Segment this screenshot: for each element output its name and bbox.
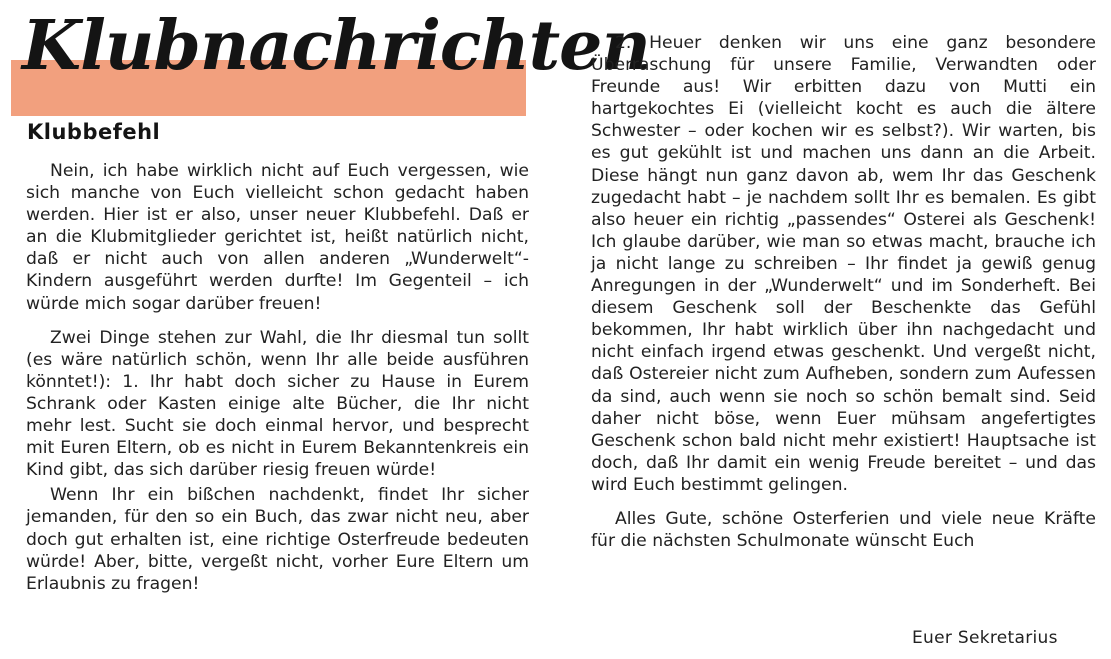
paragraph-closing: Alles Gute, schöne Osterferien und viele neue Kräfte für die nächsten Schulmonate wünscht Euch xyxy=(591,508,1096,552)
paragraph-easter-egg: 2. Heuer denken wir uns eine ganz besondere Überraschung für unsere Familie, Verwandten oder Freunde aus! Wir erbitten dazu von Mutti ein hartgekochtes Ei (vielleicht kocht es auch die ältere Schwester – oder kochen wir es selbst?). Wir warten, bis es gut gekühlt ist und machen uns dann an die Arbeit. Diese hängt nun ganz davon ab, wem Ihr das Geschenk zugedacht habt – je nachdem sollt Ihr es bemalen. Es gibt also heuer ein richtig „passendes“ Osterei als Geschenk! Ich glaube darüber, wie man so etwas macht, brauche ich ja nicht lange zu schreiben – Ihr findet ja gewiß genug Anregungen in der „Wunderwelt“ und im Sonderheft. Bei diesem Geschenk soll der Beschenkte das Gefühl bekommen, Ihr habt wirklich über ihn nachgedacht und nicht einfach irgend etwas geschenkt. Und vergeßt nicht, daß Ostereier nicht zum Aufheben, sondern zum Aufessen da sind, auch wenn sie noch so schön bemalt sind. Seid daher nicht böse, wenn Euer mühsam angefertigtes Geschenk schon bald nicht mehr existiert! Hauptsache ist doch, daß Ihr damit ein wenig Freude bereitet – und das wird Euch bestimmt gelingen. xyxy=(591,33,1096,495)
klubnachrichten-logo: Klubnachrichten xyxy=(22,6,650,86)
paragraph-books: Wenn Ihr ein bißchen nachdenkt, findet Ihr sicher jemanden, für den so ein Buch, das zwar nicht neu, aber doch gut erhalten ist, eine richtige Osterfreude bedeuten würde! Aber, bitte, vergeßt nicht, vorher Eure Eltern um Erlaubnis zu fragen! xyxy=(26,485,529,594)
paragraph-choice-one: Zwei Dinge stehen zur Wahl, die Ihr diesmal tun sollt (es wäre natürlich schön, wenn Ihr alle beide ausführen könntet!): 1. Ihr habt doch sicher zu Hause in Eurem Schrank oder Kasten einige alte Bücher, die Ihr nicht mehr lest. Sucht sie doch einmal hervor, und besprecht mit Euren Eltern, ob es nicht in Eurem Bekanntenkreis ein Kind gibt, das sich darüber riesig freuen würde! xyxy=(26,327,529,481)
paragraph-intro: Nein, ich habe wirklich nicht auf Euch vergessen, wie sich manche von Euch vielleicht schon gedacht haben werden. Hier ist er also, unser neuer Klubbefehl. Daß er an die Klubmitglieder gerichtet ist, heißt natürlich nicht, daß er nicht auch von allen anderen „Wunderwelt“-Kindern ausgeführt werden durfte! Im Gegenteil – ich würde mich sogar darüber freuen! xyxy=(26,161,529,314)
right-column xyxy=(591,32,1096,552)
section-heading: Klubbefehl xyxy=(27,120,161,144)
left-column xyxy=(26,160,529,595)
signature: Euer Sekretarius xyxy=(912,628,1058,648)
